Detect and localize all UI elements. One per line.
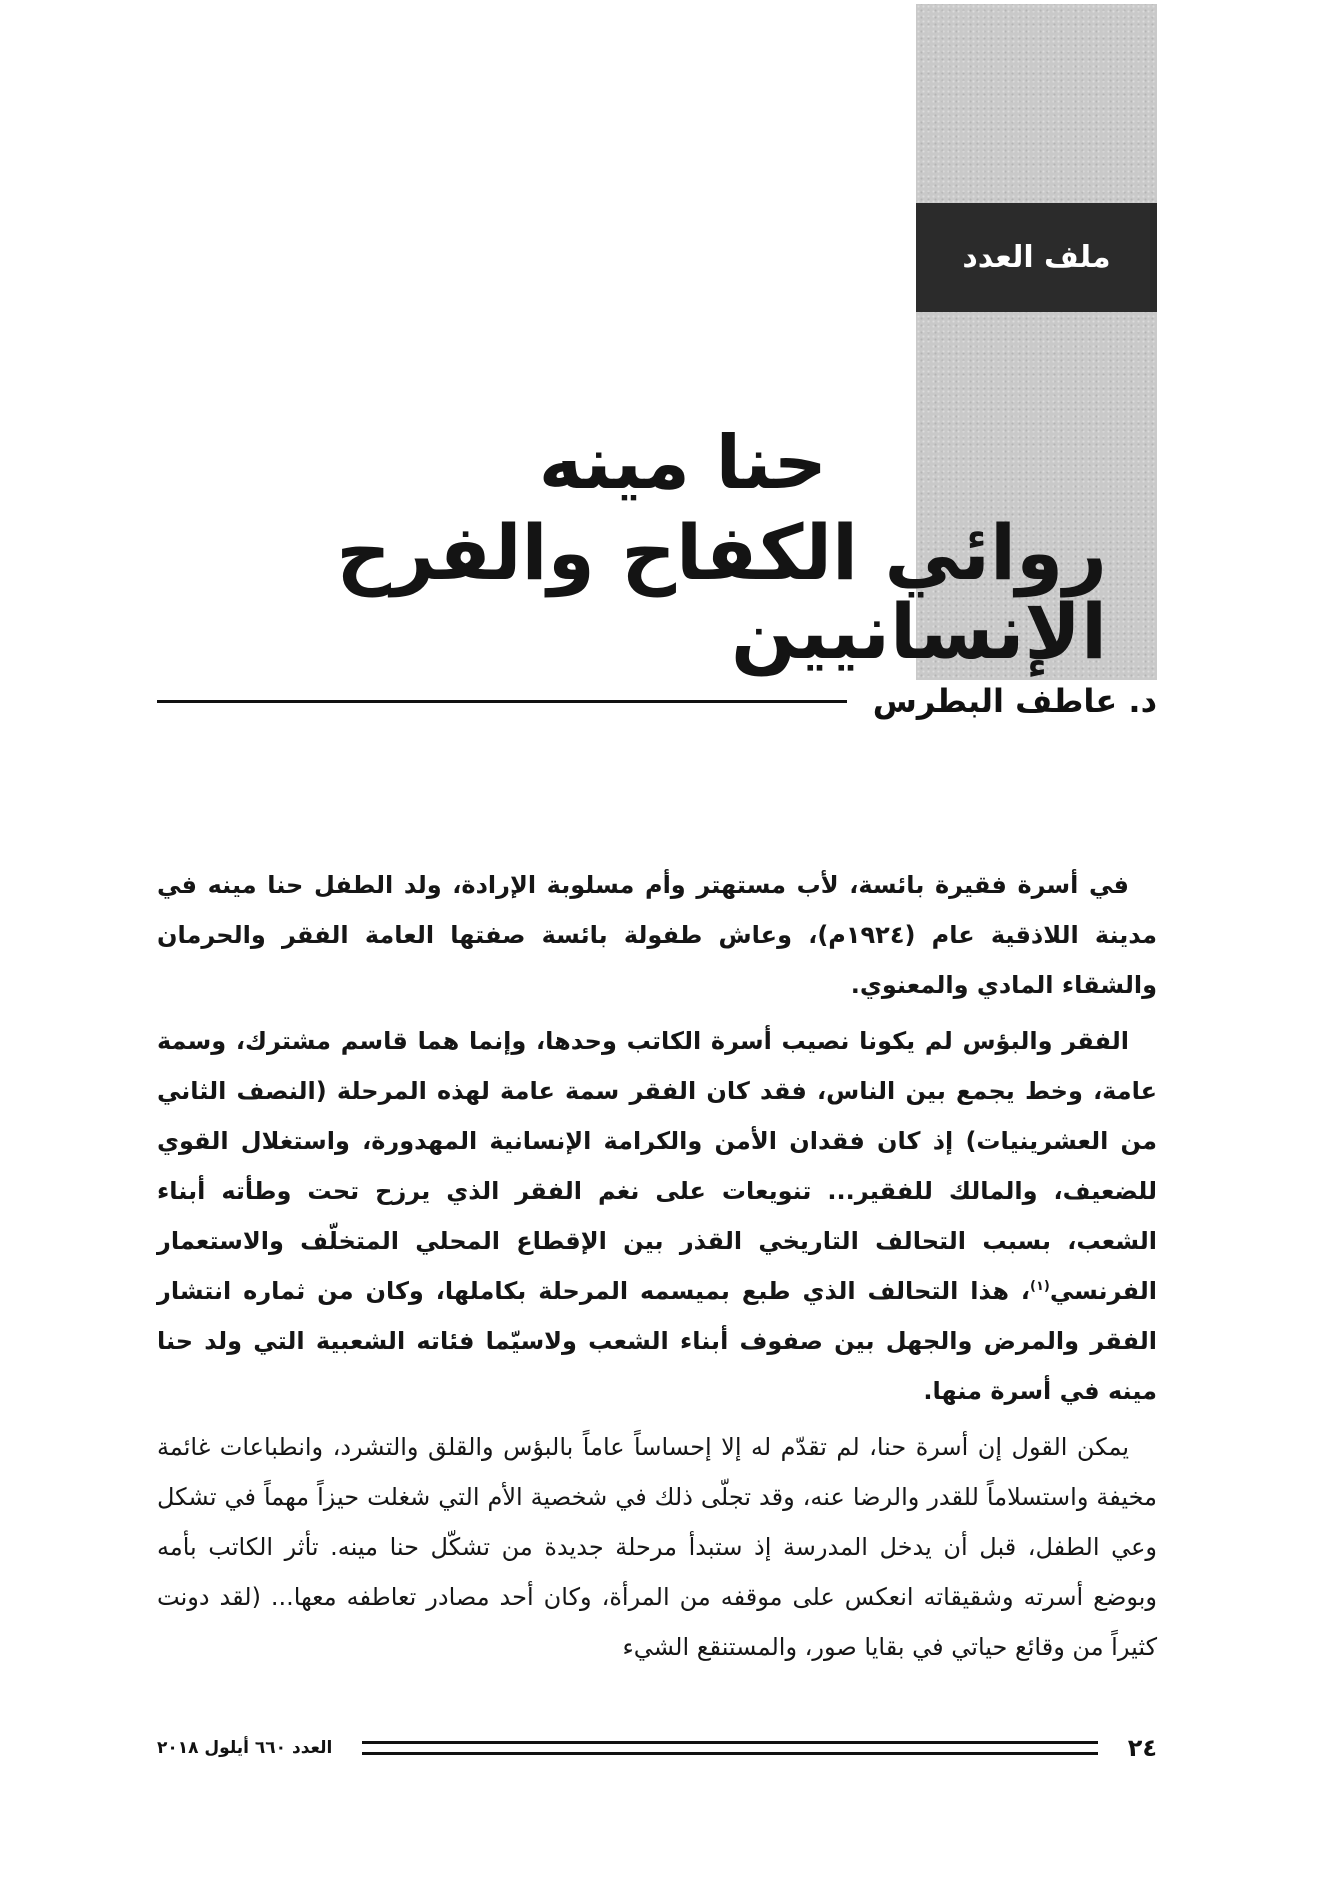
article-title — [107, 420, 1107, 677]
section-label-text: ملف العدد — [962, 240, 1111, 275]
article-title-line1: حنا مينه — [538, 420, 827, 506]
paragraph-3-text: يمكن القول إن أسرة حنا، لم تقدّم له إلا إحساساً عاماً بالبؤس والقلق والتشرد، وانطباعات غائمة مخيفة واستسلاماً للقدر والرضا عنه، وقد تجلّى ذلك في شخصية الأم التي شغلت حيزاً مهماً في تشكل وعي الطفل، قبل أن يدخل المدرسة إذ ستبدأ مرحلة جديدة من تشكّل حنا مينه. تأثر الكاتب بأمه وبوضع أسرته وشقيقاته انعكس على موقفه من المرأة، وكان أحد مصادر تعاطفه معها... (لقد دونت كثيراً من وقائع حياتي في بقايا صور، والمستنقع الشيء — [157, 1433, 1157, 1661]
paragraph-1 — [157, 860, 1157, 1010]
paragraph-1-text: في أسرة فقيرة بائسة، لأب مستهتر وأم مسلوبة الإرادة، ولد الطفل حنا مينه في مدينة اللاذقية عام (١٩٢٤م)، وعاش طفولة بائسة صفتها العامة الفقر والحرمان والشقاء المادي والمعنوي. — [157, 871, 1157, 999]
footnote-marker: (١) — [1030, 1279, 1050, 1294]
page-number: ٢٤ — [1127, 1734, 1157, 1762]
issue-info: العدد ٦٦٠ أيلول ٢٠١٨ — [157, 1738, 333, 1758]
section-label — [916, 203, 1157, 312]
article-title-line2: روائي الكفاح والفرح الإنسانيين — [336, 507, 1107, 677]
author-name: د. عاطف البطرس — [872, 682, 1157, 720]
paragraph-3 — [157, 1422, 1157, 1672]
author-row — [157, 680, 1157, 722]
paragraph-2 — [157, 1016, 1157, 1416]
page-footer — [157, 1733, 1157, 1763]
author-divider — [157, 700, 847, 703]
paragraph-2-text: الفقر والبؤس لم يكونا نصيب أسرة الكاتب وحدها، وإنما هما قاسم مشترك، وسمة عامة، وخط يجمع بين الناس، فقد كان الفقر سمة عامة لهذه المرحلة (النصف الثاني من العشرينيات) إذ كان فقدان الأمن والكرامة الإنسانية المهدورة، واستغلال القوي للضعيف، والمالك للفقير... تنويعات على نغم الفقر الذي يرزح تحت وطأته أبناء الشعب، بسبب التحالف التاريخي القذر بين الإقطاع المحلي المتخلّف والاستعمار الفرنسي — [157, 1027, 1157, 1305]
article-body — [157, 860, 1157, 1678]
footer-divider — [362, 1741, 1097, 1755]
paragraph-2-text-after: ، هذا التحالف الذي طبع بميسمه المرحلة بكاملها، وكان من ثماره انتشار الفقر والمرض والجهل بين صفوف أبناء الشعب ولاسيّما فئاته الشعبية التي ولد حنا مينه في أسرة منها. — [157, 1277, 1157, 1405]
